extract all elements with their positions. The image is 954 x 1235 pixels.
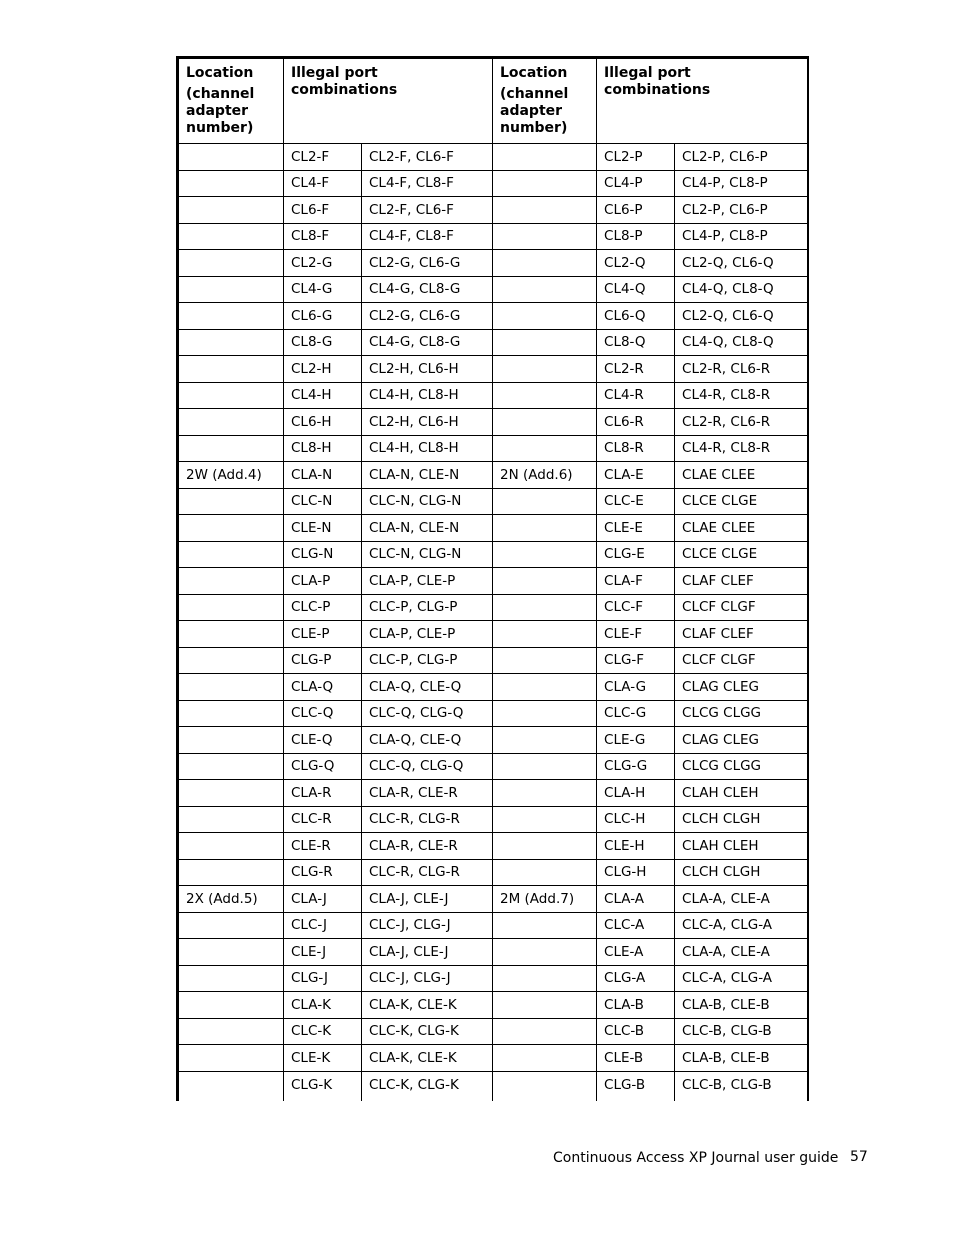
cell-location-right (493, 409, 597, 436)
cell-location-left: 2X (Add.5) (178, 886, 284, 913)
cell-port-left: CLC-J (284, 912, 362, 939)
cell-port-right: CLG-G (597, 753, 675, 780)
cell-location-right (493, 541, 597, 568)
cell-location-left (178, 1071, 284, 1101)
cell-combination-right: CLAF CLEF (675, 621, 808, 648)
footer-page-number: 57 (850, 1149, 868, 1165)
cell-combination-left: CLC-P, CLG-P (362, 594, 493, 621)
cell-location-right (493, 356, 597, 383)
cell-location-left (178, 170, 284, 197)
cell-port-left: CLC-N (284, 488, 362, 515)
cell-combination-left: CLC-N, CLG-N (362, 541, 493, 568)
cell-combination-right: CLAG CLEG (675, 674, 808, 701)
cell-combination-right: CL4-R, CL8-R (675, 382, 808, 409)
cell-port-left: CLA-Q (284, 674, 362, 701)
cell-location-left (178, 382, 284, 409)
cell-port-left: CLC-K (284, 1018, 362, 1045)
cell-port-left: CL4-G (284, 276, 362, 303)
header-location-subtitle: (channel adapter number) (500, 86, 569, 136)
cell-port-right: CLE-B (597, 1045, 675, 1072)
cell-location-right (493, 144, 597, 171)
cell-location-left (178, 621, 284, 648)
cell-port-right: CLG-A (597, 965, 675, 992)
cell-combination-right: CLCG CLGG (675, 753, 808, 780)
cell-port-right: CLC-A (597, 912, 675, 939)
table-row (178, 965, 808, 992)
table-row (178, 700, 808, 727)
cell-location-right (493, 806, 597, 833)
cell-combination-right: CLCF CLGF (675, 594, 808, 621)
table-row (178, 462, 808, 489)
table-row (178, 780, 808, 807)
cell-location-left (178, 435, 284, 462)
cell-location-left (178, 859, 284, 886)
table-row (178, 594, 808, 621)
header-location-title: Location (186, 65, 254, 81)
cell-location-left: 2W (Add.4) (178, 462, 284, 489)
cell-port-left: CLC-P (284, 594, 362, 621)
cell-port-left: CL8-G (284, 329, 362, 356)
cell-location-right (493, 1045, 597, 1072)
cell-combination-left: CLA-R, CLE-R (362, 780, 493, 807)
cell-port-left: CL4-H (284, 382, 362, 409)
cell-port-right: CLG-E (597, 541, 675, 568)
cell-location-left (178, 144, 284, 171)
table-row (178, 939, 808, 966)
cell-combination-left: CLC-J, CLG-J (362, 912, 493, 939)
cell-location-left (178, 753, 284, 780)
cell-combination-right: CL2-P, CL6-P (675, 144, 808, 171)
table-row (178, 992, 808, 1019)
table-row (178, 276, 808, 303)
table-row (178, 382, 808, 409)
cell-port-left: CL8-F (284, 223, 362, 250)
cell-combination-left: CLC-J, CLG-J (362, 965, 493, 992)
cell-location-right (493, 488, 597, 515)
header-location-title: Location (500, 65, 568, 81)
table-row (178, 488, 808, 515)
cell-location-right (493, 727, 597, 754)
cell-port-left: CL2-F (284, 144, 362, 171)
cell-port-left: CLG-J (284, 965, 362, 992)
cell-location-right (493, 250, 597, 277)
cell-port-left: CL4-F (284, 170, 362, 197)
table-row (178, 568, 808, 595)
cell-port-right: CLE-G (597, 727, 675, 754)
table-row (178, 674, 808, 701)
table-body (178, 144, 808, 1101)
cell-combination-right: CL4-Q, CL8-Q (675, 329, 808, 356)
table-row (178, 727, 808, 754)
cell-port-right: CL2-Q (597, 250, 675, 277)
cell-combination-left: CLC-N, CLG-N (362, 488, 493, 515)
cell-location-right (493, 780, 597, 807)
cell-port-left: CLA-J (284, 886, 362, 913)
cell-location-left (178, 647, 284, 674)
cell-combination-right: CLAE CLEE (675, 462, 808, 489)
cell-combination-left: CL2-F, CL6-F (362, 197, 493, 224)
cell-location-left (178, 1045, 284, 1072)
cell-combination-left: CLA-K, CLE-K (362, 1045, 493, 1072)
cell-combination-left: CL4-G, CL8-G (362, 276, 493, 303)
cell-port-left: CLA-N (284, 462, 362, 489)
cell-location-left (178, 912, 284, 939)
cell-combination-right: CLC-A, CLG-A (675, 912, 808, 939)
cell-location-left (178, 223, 284, 250)
cell-location-left (178, 303, 284, 330)
cell-location-left (178, 992, 284, 1019)
cell-location-left (178, 356, 284, 383)
table-row (178, 223, 808, 250)
cell-location-left (178, 939, 284, 966)
cell-combination-right: CLC-B, CLG-B (675, 1018, 808, 1045)
cell-combination-right: CLCH CLGH (675, 859, 808, 886)
table-row (178, 753, 808, 780)
cell-combination-left: CLC-K, CLG-K (362, 1018, 493, 1045)
cell-port-left: CLE-Q (284, 727, 362, 754)
cell-port-right: CLA-H (597, 780, 675, 807)
cell-port-left: CL8-H (284, 435, 362, 462)
header-location-left (178, 58, 284, 144)
cell-combination-right: CLCE CLGE (675, 541, 808, 568)
cell-location-left (178, 329, 284, 356)
table-row (178, 859, 808, 886)
table-row (178, 621, 808, 648)
cell-port-left: CLE-R (284, 833, 362, 860)
cell-location-right (493, 1071, 597, 1101)
cell-location-right (493, 647, 597, 674)
cell-location-left (178, 833, 284, 860)
cell-location-right (493, 382, 597, 409)
cell-combination-right: CLAG CLEG (675, 727, 808, 754)
cell-combination-right: CL2-R, CL6-R (675, 356, 808, 383)
cell-location-right (493, 594, 597, 621)
cell-port-right: CL4-Q (597, 276, 675, 303)
table-row (178, 197, 808, 224)
cell-combination-right: CLA-A, CLE-A (675, 886, 808, 913)
cell-location-right (493, 197, 597, 224)
cell-port-right: CLG-F (597, 647, 675, 674)
table-row (178, 409, 808, 436)
cell-location-right (493, 859, 597, 886)
cell-location-left (178, 806, 284, 833)
cell-location-right (493, 674, 597, 701)
illegal-port-combinations-table (176, 56, 809, 1101)
cell-port-left: CLE-K (284, 1045, 362, 1072)
cell-combination-right: CL2-P, CL6-P (675, 197, 808, 224)
cell-combination-right: CLAH CLEH (675, 833, 808, 860)
cell-port-right: CLA-E (597, 462, 675, 489)
cell-combination-left: CLA-N, CLE-N (362, 462, 493, 489)
cell-port-left: CLE-P (284, 621, 362, 648)
cell-combination-left: CLA-P, CLE-P (362, 568, 493, 595)
cell-location-left (178, 674, 284, 701)
cell-combination-left: CL2-G, CL6-G (362, 303, 493, 330)
cell-combination-right: CLAH CLEH (675, 780, 808, 807)
table-row (178, 250, 808, 277)
cell-combination-left: CLA-Q, CLE-Q (362, 674, 493, 701)
cell-location-right (493, 965, 597, 992)
cell-port-right: CLC-B (597, 1018, 675, 1045)
cell-combination-left: CL4-F, CL8-F (362, 223, 493, 250)
header-location-right (493, 58, 597, 144)
cell-combination-right: CL2-Q, CL6-Q (675, 250, 808, 277)
table-row (178, 329, 808, 356)
cell-combination-right: CLC-A, CLG-A (675, 965, 808, 992)
cell-port-left: CLA-R (284, 780, 362, 807)
cell-port-left: CLG-Q (284, 753, 362, 780)
cell-port-left: CLC-R (284, 806, 362, 833)
cell-location-left (178, 1018, 284, 1045)
table-row (178, 1071, 808, 1101)
cell-location-left (178, 594, 284, 621)
cell-combination-left: CL2-H, CL6-H (362, 356, 493, 383)
cell-combination-right: CLCF CLGF (675, 647, 808, 674)
cell-location-left (178, 965, 284, 992)
cell-combination-left: CLA-N, CLE-N (362, 515, 493, 542)
cell-combination-left: CLA-P, CLE-P (362, 621, 493, 648)
cell-location-right (493, 833, 597, 860)
table-row (178, 170, 808, 197)
cell-location-right (493, 992, 597, 1019)
cell-combination-left: CL4-G, CL8-G (362, 329, 493, 356)
cell-combination-left: CL4-H, CL8-H (362, 435, 493, 462)
cell-port-right: CLA-G (597, 674, 675, 701)
table-row (178, 1018, 808, 1045)
cell-combination-right: CL4-R, CL8-R (675, 435, 808, 462)
cell-combination-right: CLC-B, CLG-B (675, 1071, 808, 1101)
cell-port-right: CLE-F (597, 621, 675, 648)
cell-port-right: CLE-H (597, 833, 675, 860)
cell-combination-left: CLA-K, CLE-K (362, 992, 493, 1019)
cell-port-left: CLA-P (284, 568, 362, 595)
cell-combination-left: CLA-J, CLE-J (362, 886, 493, 913)
table-row (178, 833, 808, 860)
cell-port-right: CL8-Q (597, 329, 675, 356)
cell-location-right (493, 700, 597, 727)
cell-location-right (493, 303, 597, 330)
cell-port-left: CL2-G (284, 250, 362, 277)
cell-location-right (493, 621, 597, 648)
cell-location-right (493, 912, 597, 939)
cell-port-right: CL6-P (597, 197, 675, 224)
cell-combination-left: CLC-P, CLG-P (362, 647, 493, 674)
cell-combination-left: CL2-G, CL6-G (362, 250, 493, 277)
cell-location-right (493, 753, 597, 780)
cell-location-right (493, 939, 597, 966)
cell-location-right (493, 223, 597, 250)
cell-port-right: CLA-A (597, 886, 675, 913)
cell-port-right: CLA-F (597, 568, 675, 595)
port-combination-table-wrapper (176, 56, 806, 1101)
cell-port-right: CL8-P (597, 223, 675, 250)
table-row (178, 356, 808, 383)
cell-port-right: CL2-R (597, 356, 675, 383)
cell-port-left: CLG-K (284, 1071, 362, 1101)
table-row (178, 435, 808, 462)
cell-combination-right: CL2-R, CL6-R (675, 409, 808, 436)
cell-location-left (178, 409, 284, 436)
cell-port-right: CLC-E (597, 488, 675, 515)
table-row (178, 303, 808, 330)
cell-combination-right: CLA-A, CLE-A (675, 939, 808, 966)
cell-port-left: CLG-R (284, 859, 362, 886)
header-illegal-left: Illegal port combinations (284, 58, 493, 144)
table-row (178, 912, 808, 939)
cell-location-left (178, 197, 284, 224)
cell-combination-left: CLC-R, CLG-R (362, 859, 493, 886)
cell-location-left (178, 700, 284, 727)
cell-combination-left: CLA-R, CLE-R (362, 833, 493, 860)
cell-combination-left: CL4-F, CL8-F (362, 170, 493, 197)
cell-combination-right: CLAF CLEF (675, 568, 808, 595)
cell-location-left (178, 515, 284, 542)
cell-port-right: CLC-F (597, 594, 675, 621)
cell-location-left (178, 250, 284, 277)
cell-combination-left: CL2-H, CL6-H (362, 409, 493, 436)
cell-port-right: CL4-R (597, 382, 675, 409)
cell-combination-right: CL4-P, CL8-P (675, 170, 808, 197)
cell-combination-left: CL2-F, CL6-F (362, 144, 493, 171)
cell-port-right: CL6-R (597, 409, 675, 436)
cell-location-right (493, 276, 597, 303)
table-header-row (178, 58, 808, 144)
table-row (178, 1045, 808, 1072)
cell-combination-right: CLA-B, CLE-B (675, 992, 808, 1019)
cell-combination-right: CLCG CLGG (675, 700, 808, 727)
cell-port-right: CL6-Q (597, 303, 675, 330)
header-illegal-right: Illegal port combinations (597, 58, 808, 144)
cell-combination-left: CLC-Q, CLG-Q (362, 753, 493, 780)
cell-port-right: CL4-P (597, 170, 675, 197)
cell-port-right: CLE-A (597, 939, 675, 966)
cell-location-left (178, 541, 284, 568)
cell-port-left: CLC-Q (284, 700, 362, 727)
cell-location-right (493, 1018, 597, 1045)
cell-port-right: CLA-B (597, 992, 675, 1019)
cell-location-right (493, 329, 597, 356)
cell-location-right: 2M (Add.7) (493, 886, 597, 913)
table-row (178, 515, 808, 542)
cell-combination-right: CLA-B, CLE-B (675, 1045, 808, 1072)
cell-port-right: CLC-G (597, 700, 675, 727)
cell-combination-right: CL4-Q, CL8-Q (675, 276, 808, 303)
cell-location-left (178, 488, 284, 515)
header-location-subtitle: (channel adapter number) (186, 86, 255, 136)
cell-location-right (493, 170, 597, 197)
table-row (178, 647, 808, 674)
cell-location-right (493, 515, 597, 542)
cell-combination-left: CLC-Q, CLG-Q (362, 700, 493, 727)
table-row (178, 806, 808, 833)
cell-combination-left: CLC-R, CLG-R (362, 806, 493, 833)
cell-location-right (493, 568, 597, 595)
cell-port-left: CLG-N (284, 541, 362, 568)
cell-port-right: CL2-P (597, 144, 675, 171)
cell-combination-left: CL4-H, CL8-H (362, 382, 493, 409)
cell-port-left: CL6-G (284, 303, 362, 330)
cell-port-left: CLE-J (284, 939, 362, 966)
cell-port-right: CLG-H (597, 859, 675, 886)
cell-location-left (178, 276, 284, 303)
table-row (178, 144, 808, 171)
cell-combination-left: CLA-Q, CLE-Q (362, 727, 493, 754)
cell-combination-right: CLAE CLEE (675, 515, 808, 542)
cell-port-left: CL2-H (284, 356, 362, 383)
cell-combination-left: CLC-K, CLG-K (362, 1071, 493, 1101)
cell-port-left: CL6-H (284, 409, 362, 436)
cell-combination-right: CLCE CLGE (675, 488, 808, 515)
footer-document-title: Continuous Access XP Journal user guide (553, 1150, 839, 1166)
cell-port-right: CLC-H (597, 806, 675, 833)
cell-location-left (178, 727, 284, 754)
cell-port-left: CL6-F (284, 197, 362, 224)
cell-port-left: CLA-K (284, 992, 362, 1019)
cell-port-right: CL8-R (597, 435, 675, 462)
table-row (178, 541, 808, 568)
cell-port-right: CLE-E (597, 515, 675, 542)
cell-location-right: 2N (Add.6) (493, 462, 597, 489)
cell-combination-right: CL2-Q, CL6-Q (675, 303, 808, 330)
table-row (178, 886, 808, 913)
cell-location-left (178, 568, 284, 595)
cell-port-right: CLG-B (597, 1071, 675, 1101)
cell-combination-left: CLA-J, CLE-J (362, 939, 493, 966)
cell-combination-right: CL4-P, CL8-P (675, 223, 808, 250)
cell-port-left: CLG-P (284, 647, 362, 674)
cell-location-right (493, 435, 597, 462)
cell-combination-right: CLCH CLGH (675, 806, 808, 833)
cell-port-left: CLE-N (284, 515, 362, 542)
cell-location-left (178, 780, 284, 807)
